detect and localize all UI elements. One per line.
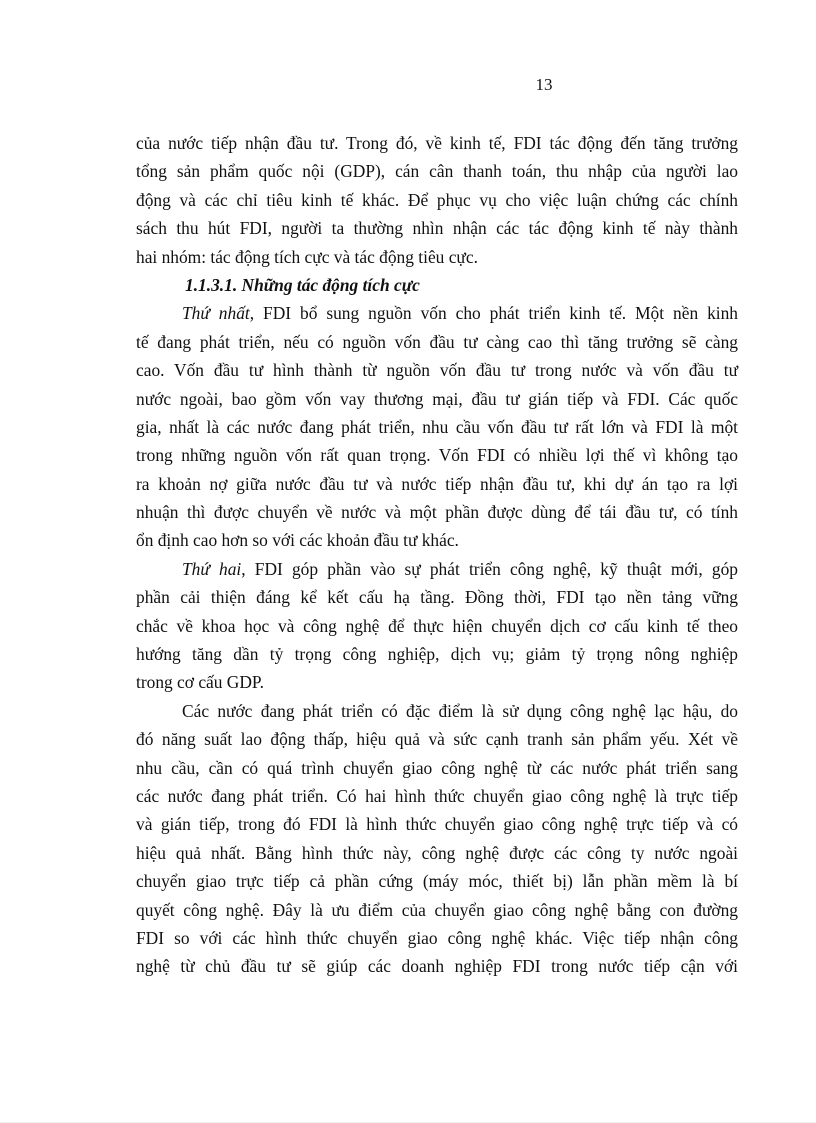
text-line — [136, 299, 738, 327]
text-line: hiệu quả nhất. Bằng hình thức này, công nghệ được các công ty nước ngoài — [136, 842, 738, 863]
text-line: và gián tiếp, trong đó FDI là hình thức chuyển giao công nghệ trực tiếp và có — [136, 814, 738, 835]
text-line: chắc về khoa học và công nghệ để thực hiện chuyển dịch cơ cấu kinh tế theo — [136, 615, 738, 636]
page-number: 13 — [535, 75, 553, 94]
text-line: hai nhóm: tác động tích cực và tác động tiêu cực. — [136, 246, 478, 267]
text-line: nghệ từ chủ đầu tư sẽ giúp các doanh nghiệp FDI trong nước tiếp cận với — [136, 956, 738, 977]
text-line: của nước tiếp nhận đầu tư. Trong đó, về kinh tế, FDI tác động đến tăng trưởng — [136, 133, 738, 153]
text-line: nước ngoài, bao gồm vốn vay thương mại, đầu tư gián tiếp và FDI. Các quốc — [136, 388, 738, 409]
text-line: Các nước đang phát triển có đặc điểm là sử dụng công nghệ lạc hậu, do — [182, 700, 738, 721]
text-line: tế đang phát triển, nếu có nguồn vốn đầu tư càng cao thì tăng trưởng sẽ càng — [136, 331, 738, 352]
text-line: các nước đang phát triển. Có hai hình thức chuyển giao công nghệ là trực tiếp — [136, 785, 738, 806]
paragraph-third — [136, 697, 738, 981]
line-text: , FDI bổ sung nguồn vốn cho phát triển kinh tế. Một nền kinh — [249, 303, 739, 324]
paragraph-second — [136, 555, 738, 697]
page-body — [136, 129, 738, 981]
text-line: nhu cầu, cần có quá trình chuyển giao công nghệ từ các nước phát triển sang — [136, 757, 738, 778]
text-line: trong cơ cấu GDP. — [136, 672, 265, 693]
text-line: động và các chỉ tiêu kinh tế khác. Để phục vụ cho việc luận chứng các chính — [136, 189, 738, 210]
text-line — [136, 555, 738, 583]
text-line: ra khoản nợ giữa nước đầu tư và nước tiếp nhận đầu tư, khi dự án tạo ra lợi — [136, 473, 738, 494]
text-line: nhuận thì được chuyển về nước và một phần được dùng để tái đầu tư, có tính — [136, 502, 738, 523]
text-line: ổn định cao hơn so với các khoản đầu tư khác. — [136, 530, 459, 551]
text-line: sách thu hút FDI, người ta thường nhìn nhận các tác động kinh tế này thành — [136, 218, 738, 239]
text-line: đó năng suất lao động thấp, hiệu quả và sức cạnh tranh sản phẩm yếu. Xét về — [136, 729, 738, 750]
lead-term: Thứ nhất — [182, 303, 250, 324]
text-line: hướng tăng dần tỷ trọng công nghiệp, dịch vụ; giảm tỷ trọng nông nghiệp — [136, 644, 738, 665]
paragraph-intro — [136, 129, 738, 271]
text-line: gia, nhất là các nước đang phát triển, nhu cầu vốn đầu tư rất lớn và FDI là một — [136, 416, 738, 437]
text-line: trong những nguồn vốn rất quan trọng. Vốn FDI có nhiều lợi thế vì không tạo — [136, 445, 738, 466]
section-heading: 1.1.3.1. Những tác động tích cực — [185, 274, 420, 295]
text-line: phần cải thiện đáng kể kết cấu hạ tầng. Đồng thời, FDI tạo nền tảng vững — [136, 587, 738, 608]
text-line: chuyển giao trực tiếp cả phần cứng (máy móc, thiết bị) lẫn phần mềm là bí — [136, 871, 738, 892]
text-line: FDI so với các hình thức chuyển giao công nghệ khác. Việc tiếp nhận công — [136, 927, 738, 948]
lead-term: Thứ hai — [182, 558, 242, 579]
text-line: quyết công nghệ. Đây là ưu điểm của chuyển giao công nghệ bằng con đường — [136, 899, 738, 920]
paragraph-first — [136, 299, 738, 555]
line-text: , FDI góp phần vào sự phát triển công nghệ, kỹ thuật mới, góp — [241, 558, 738, 579]
text-line: cao. Vốn đầu tư hình thành từ nguồn vốn đầu tư trong nước và vốn đầu tư — [136, 360, 738, 381]
text-line: tổng sản phẩm quốc nội (GDP), cán cân thanh toán, thu nhập của người lao — [136, 161, 738, 182]
